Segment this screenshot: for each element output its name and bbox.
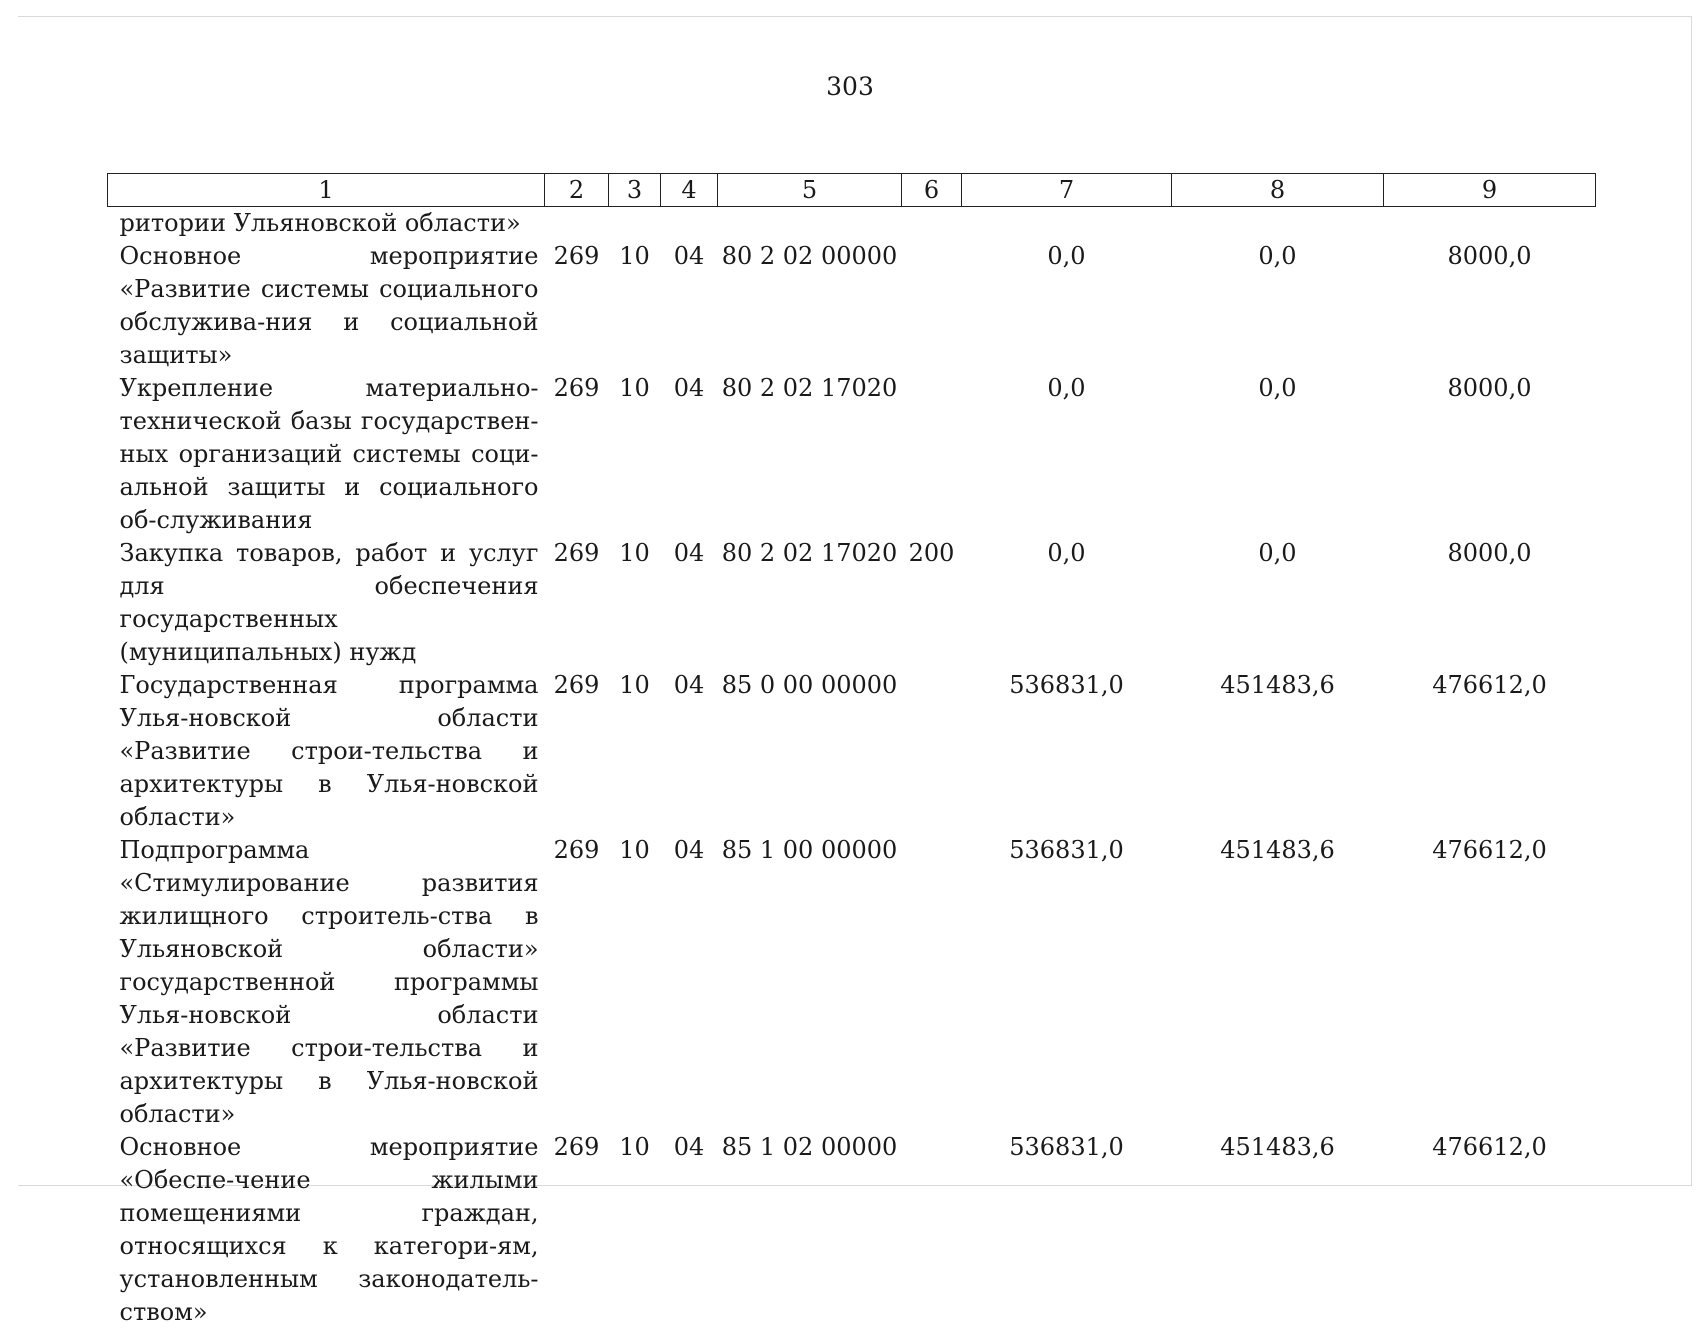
row-c5: 85 0 00 00000 <box>721 671 898 699</box>
row-c9: 8000,0 <box>1447 539 1532 567</box>
header-col-7: 7 <box>962 174 1172 207</box>
table-row <box>108 834 1596 1131</box>
header-col-6: 6 <box>902 174 962 207</box>
row-c3: 10 <box>619 539 650 567</box>
budget-table <box>107 173 1596 1329</box>
table-row <box>108 537 1596 669</box>
row-c7: 0,0 <box>1047 374 1086 402</box>
row-c3: 10 <box>619 374 650 402</box>
row-c6 <box>902 669 962 834</box>
row-c4: 04 <box>673 1133 705 1161</box>
row-c4: 04 <box>673 242 705 270</box>
row-c2: 269 <box>553 242 600 270</box>
header-col-9: 9 <box>1384 174 1596 207</box>
row-c2: 269 <box>553 1133 600 1161</box>
row-c8: 0,0 <box>1258 242 1297 270</box>
row-name: Подпрограмма «Стимулирование развития жилищного строитель-ства в Ульяновской области» государственной программы Улья-новской области «Развитие строи-тельства и архитектуры в Улья-новской области» <box>119 836 539 1128</box>
row-c5: 80 2 02 17020 <box>721 539 898 567</box>
header-col-5: 5 <box>718 174 902 207</box>
row-c3: 10 <box>619 671 650 699</box>
row-c2: 269 <box>553 374 600 402</box>
row-c6 <box>902 240 962 372</box>
row-c6 <box>902 834 962 1131</box>
row-c2: 269 <box>553 539 600 567</box>
table-row-continuation <box>108 207 1596 241</box>
row-c4: 04 <box>673 671 705 699</box>
row-c6: 200 <box>908 539 955 567</box>
row-name: Государственная программа Улья-новской области «Развитие строи-тельства и архитектуры в Улья-новской области» <box>119 671 539 831</box>
row-c8: 451483,6 <box>1220 1133 1335 1161</box>
row-c5: 80 2 02 17020 <box>721 374 898 402</box>
row-c9: 476612,0 <box>1432 671 1547 699</box>
page-number: 303 <box>826 72 874 101</box>
row-c9: 8000,0 <box>1447 242 1532 270</box>
row-c5: 85 1 02 00000 <box>721 1133 898 1161</box>
row-c5: 80 2 02 00000 <box>721 242 898 270</box>
row-c2: 269 <box>553 671 600 699</box>
row-c2: 269 <box>553 836 600 864</box>
header-col-4: 4 <box>661 174 718 207</box>
row-c9: 476612,0 <box>1432 1133 1547 1161</box>
row-c5: 85 1 00 00000 <box>721 836 898 864</box>
row-c7: 536831,0 <box>1009 671 1124 699</box>
row-c7: 0,0 <box>1047 539 1086 567</box>
row-c9: 476612,0 <box>1432 836 1547 864</box>
row-c8: 451483,6 <box>1220 671 1335 699</box>
row-c3: 10 <box>619 1133 650 1161</box>
table-header <box>108 174 1596 207</box>
row-c8: 451483,6 <box>1220 836 1335 864</box>
row-name: ритории Ульяновской области» <box>119 209 521 237</box>
header-col-1: 1 <box>108 174 545 207</box>
header-col-2: 2 <box>545 174 609 207</box>
row-c8: 0,0 <box>1258 539 1297 567</box>
row-c7: 536831,0 <box>1009 836 1124 864</box>
header-col-3: 3 <box>609 174 661 207</box>
row-c7: 536831,0 <box>1009 1133 1124 1161</box>
row-c3: 10 <box>619 242 650 270</box>
row-c4: 04 <box>673 836 705 864</box>
table-row <box>108 1131 1596 1329</box>
header-col-8: 8 <box>1172 174 1384 207</box>
row-c4: 04 <box>673 374 705 402</box>
row-name: Закупка товаров, работ и услуг для обеспечения государственных (муниципальных) нужд <box>119 539 539 666</box>
table-row <box>108 372 1596 537</box>
row-c6 <box>902 372 962 537</box>
row-c6 <box>902 1131 962 1329</box>
row-name: Укрепление материально-технической базы государствен-ных организаций системы соци-альной защиты и социального об-служивания <box>119 374 539 534</box>
row-name: Основное мероприятие «Развитие системы социального обслужива-ния и социальной защиты» <box>119 242 539 369</box>
row-c7: 0,0 <box>1047 242 1086 270</box>
row-name: Основное мероприятие «Обеспе-чение жилыми помещениями граждан, относящихся к категори-ям, установленным законодатель-ством» <box>119 1133 539 1326</box>
row-c3: 10 <box>619 836 650 864</box>
row-c4: 04 <box>673 539 705 567</box>
row-c9: 8000,0 <box>1447 374 1532 402</box>
table-row <box>108 669 1596 834</box>
table-row <box>108 240 1596 372</box>
row-c8: 0,0 <box>1258 374 1297 402</box>
